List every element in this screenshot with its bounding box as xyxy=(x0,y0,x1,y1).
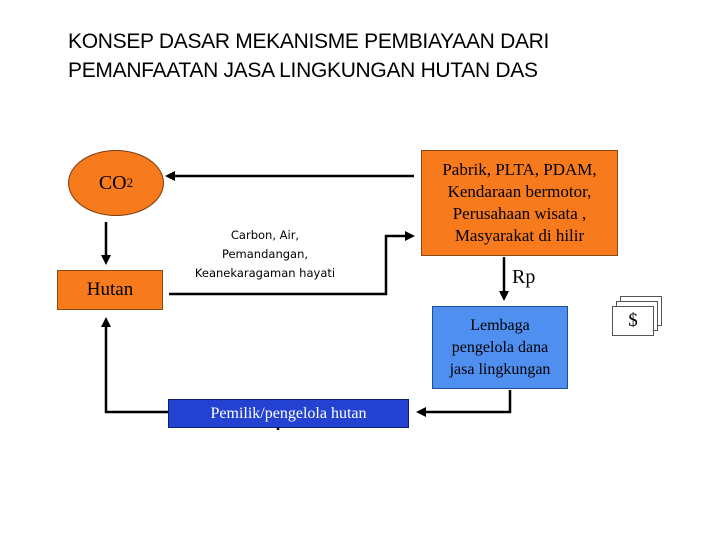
pemilik-node: Pemilik/pengelola hutan xyxy=(168,399,409,428)
rp-label: Rp xyxy=(512,266,536,288)
co2-subscript: 2 xyxy=(126,175,134,190)
lembaga-node: Lembaga pengelola dana jasa lingkungan xyxy=(432,306,568,389)
hutan-node: Hutan xyxy=(57,270,163,310)
arrow-lembaga-to-pemilik xyxy=(419,390,510,412)
pabrik-node: Pabrik, PLTA, PDAM, Kendaraan bermotor, Perusahaan wisata , Masyarakat di hilir xyxy=(421,150,618,256)
money-stack-icon xyxy=(610,292,670,340)
co2-node xyxy=(68,150,164,216)
money-note-front: $ xyxy=(612,306,654,336)
services-label: Carbon, Air, Pemandangan, Keanekaragaman hayati xyxy=(194,228,336,280)
page-title: KONSEP DASAR MEKANISME PEMBIAYAAN DARI PEMANFAATAN JASA LINGKUNGAN HUTAN DAS xyxy=(68,30,550,82)
co2-label: CO xyxy=(98,171,127,194)
